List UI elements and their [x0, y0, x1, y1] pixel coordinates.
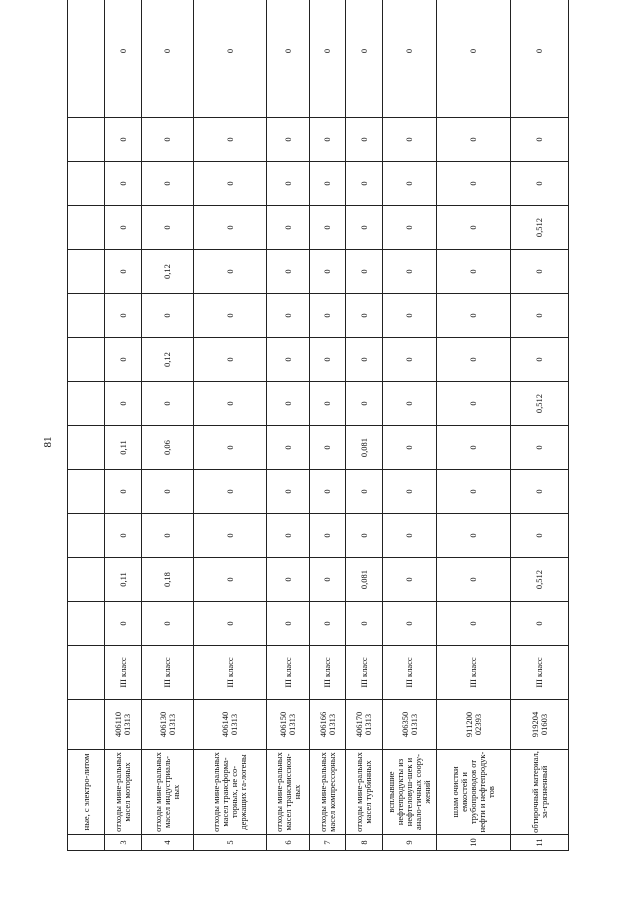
table-cell: 0	[310, 118, 346, 162]
table-cell: 0	[346, 294, 383, 338]
table-cell: 8	[346, 835, 383, 851]
table-cell	[68, 835, 105, 851]
table-cell: 406130 01313	[142, 700, 194, 750]
table-cell: 0,512	[511, 558, 569, 602]
table-cell: 0	[437, 426, 511, 470]
table-cell-name: отходы мине-ральных масел индустриаль-ных	[142, 750, 194, 835]
table-cell: 0	[346, 0, 383, 118]
table-cell: 0	[105, 338, 142, 382]
table-cell: III класс	[142, 646, 194, 700]
table-cell: 0	[437, 470, 511, 514]
table-cell: 0	[383, 558, 437, 602]
table-cell: 0	[267, 206, 310, 250]
table-cell: 0	[267, 250, 310, 294]
table-cell: 0	[383, 470, 437, 514]
table-cell-name: обтирочный материал, за-грязненный	[511, 750, 569, 835]
table-row	[105, 0, 142, 851]
table-cell: 0	[437, 382, 511, 426]
table-cell: 406166 01313	[310, 700, 346, 750]
table-cell: 0	[346, 206, 383, 250]
table-cell: 0	[194, 558, 267, 602]
table-cell: 0	[194, 118, 267, 162]
table-cell: 0	[310, 206, 346, 250]
table-cell: 0	[267, 162, 310, 206]
table-cell: 0	[346, 118, 383, 162]
table-cell: 0	[194, 470, 267, 514]
table-cell: 0	[346, 250, 383, 294]
table-cell: III класс	[194, 646, 267, 700]
table-cell: 0	[310, 294, 346, 338]
table-cell	[68, 206, 105, 250]
table-cell: 0	[142, 470, 194, 514]
table-cell: 3	[105, 835, 142, 851]
table-cell: 0	[511, 426, 569, 470]
table-cell: 0	[383, 338, 437, 382]
table-cell: 0	[511, 118, 569, 162]
table-cell: III класс	[346, 646, 383, 700]
table-cell: 0	[346, 514, 383, 558]
table-cell: 0	[267, 558, 310, 602]
table-cell: 0	[346, 470, 383, 514]
table-cell: 0	[437, 162, 511, 206]
table-cell	[68, 382, 105, 426]
table-cell	[68, 426, 105, 470]
table-cell-name: отходы мине-ральных масел компрессорных	[310, 750, 346, 835]
table-cell: 406350 01313	[383, 700, 437, 750]
table-cell: 0	[267, 118, 310, 162]
table-cell: 0	[267, 338, 310, 382]
table-cell	[68, 558, 105, 602]
table-cell: 10	[437, 835, 511, 851]
table-cell: III класс	[105, 646, 142, 700]
table-cell: 0	[310, 250, 346, 294]
table-cell	[68, 294, 105, 338]
table-cell: 0	[511, 602, 569, 646]
table-cell: 7	[310, 835, 346, 851]
table-cell: 0,081	[346, 426, 383, 470]
table-cell: 0	[310, 558, 346, 602]
table-cell: 0	[511, 338, 569, 382]
table-cell-name: всплывшие нефтепродукты из нефтеловуш-шек и анало-гичных соору-жений	[383, 750, 437, 835]
page-number: 81	[42, 436, 54, 448]
table-cell: 0	[437, 0, 511, 118]
table-cell: 406170 01313	[346, 700, 383, 750]
table-row	[194, 0, 267, 851]
table-row	[437, 0, 511, 851]
table-row	[310, 0, 346, 851]
table-cell: III класс	[511, 646, 569, 700]
table-cell: 406150 01313	[267, 700, 310, 750]
table-cell	[68, 602, 105, 646]
table-cell: 0	[437, 338, 511, 382]
table-cell: 0	[105, 206, 142, 250]
table-cell	[68, 700, 105, 750]
table-cell: 9	[383, 835, 437, 851]
table-cell: 0	[511, 294, 569, 338]
table-row	[511, 0, 569, 851]
table-cell: 0	[194, 514, 267, 558]
table-cell: 0	[310, 382, 346, 426]
table-cell: 6	[267, 835, 310, 851]
table-cell	[68, 646, 105, 700]
rotated-table-wrapper	[67, 29, 568, 851]
table-cell: 4	[142, 835, 194, 851]
table-cell: 0,512	[511, 206, 569, 250]
table-cell: 0	[105, 0, 142, 118]
table-cell: 0	[346, 162, 383, 206]
table-cell: 0	[194, 602, 267, 646]
table-cell	[68, 0, 105, 118]
table-cell: 0	[437, 514, 511, 558]
table-cell: 0	[105, 602, 142, 646]
table-cell: 0,512	[511, 382, 569, 426]
table-cell: 0	[383, 382, 437, 426]
table-row	[267, 0, 310, 851]
table-cell: 0,11	[105, 558, 142, 602]
table-cell: 0	[105, 382, 142, 426]
table-cell: 0	[105, 118, 142, 162]
table-cell	[68, 250, 105, 294]
table-cell: 0	[310, 426, 346, 470]
table-cell: 0	[105, 162, 142, 206]
table-cell: 0	[142, 294, 194, 338]
table-cell: 0	[194, 162, 267, 206]
table-cell: 0	[310, 602, 346, 646]
table-cell: 0	[346, 338, 383, 382]
table-cell: 0	[383, 162, 437, 206]
table-cell: 0	[194, 382, 267, 426]
table-row	[383, 0, 437, 851]
table-cell	[68, 470, 105, 514]
table-cell: 0	[267, 514, 310, 558]
table-cell: 0	[383, 514, 437, 558]
table-cell: 0	[142, 206, 194, 250]
table-cell	[68, 118, 105, 162]
table-cell	[68, 514, 105, 558]
table-cell: 0	[267, 470, 310, 514]
table-cell: 0	[310, 338, 346, 382]
table-cell-name: отходы мине-ральных масел турбинных	[346, 750, 383, 835]
table-cell: 0	[142, 0, 194, 118]
table-cell: 0	[194, 338, 267, 382]
table-cell	[68, 162, 105, 206]
table-cell	[68, 338, 105, 382]
table-cell: 0,081	[346, 558, 383, 602]
table-cell: 0	[437, 558, 511, 602]
table-cell: 0,12	[142, 338, 194, 382]
table-cell: 911200 02393	[437, 700, 511, 750]
table-cell-name: отходы мине-ральных масел трансформа-торных, не со-держащих га-логены	[194, 750, 267, 835]
table-cell: 0	[105, 294, 142, 338]
table-cell: 0	[194, 0, 267, 118]
table-cell: 5	[194, 835, 267, 851]
table-cell: 0	[437, 602, 511, 646]
table-cell: 0	[105, 514, 142, 558]
table-cell: 0	[194, 426, 267, 470]
table-cell: 0	[383, 118, 437, 162]
table-cell: 0	[383, 294, 437, 338]
table-cell: 0	[194, 206, 267, 250]
table-cell: 0	[194, 294, 267, 338]
table-cell: 0,18	[142, 558, 194, 602]
table-cell: 0,12	[142, 250, 194, 294]
table-cell: III класс	[267, 646, 310, 700]
table-cell: 0	[511, 0, 569, 118]
table-cell: 0	[511, 470, 569, 514]
table-cell-name: шлам очистки емкостей и трубопроводов от нефти и нефтепродук-тов	[437, 750, 511, 835]
table-cell: 0	[267, 426, 310, 470]
table-row	[142, 0, 194, 851]
table-cell: 0	[310, 162, 346, 206]
table-cell: 0	[437, 206, 511, 250]
table-cell: 0	[105, 250, 142, 294]
table-cell: 0	[267, 0, 310, 118]
waste-table	[67, 0, 569, 851]
table-cell: 0	[142, 162, 194, 206]
table-cell-name: отходы мине-ральных масел трансмиссион-ных	[267, 750, 310, 835]
table-cell: 0	[383, 426, 437, 470]
table-cell-name: отходы мине-ральных масел моторных	[105, 750, 142, 835]
table-cell: 0	[346, 382, 383, 426]
table-cell: 0	[267, 294, 310, 338]
table-cell: 0,06	[142, 426, 194, 470]
table-cell: III класс	[383, 646, 437, 700]
table-cell: 406110 01313	[105, 700, 142, 750]
table-header-row	[68, 0, 105, 851]
table-cell: 0	[437, 294, 511, 338]
table-cell: 0	[105, 470, 142, 514]
table-cell: 0	[383, 250, 437, 294]
table-cell-name: ные, с электро-литом	[68, 750, 105, 835]
table-cell: 406140 01313	[194, 700, 267, 750]
table-cell: 11	[511, 835, 569, 851]
table-cell: 0	[310, 0, 346, 118]
table-cell: 0	[310, 514, 346, 558]
table-cell: 0	[346, 602, 383, 646]
table-cell: 0	[383, 602, 437, 646]
table-cell: 0	[383, 206, 437, 250]
table-cell: 0	[142, 602, 194, 646]
table-cell: 0,11	[105, 426, 142, 470]
table-cell: 0	[142, 118, 194, 162]
table-cell: 0	[142, 382, 194, 426]
table-cell: 0	[310, 470, 346, 514]
table-cell: 0	[511, 162, 569, 206]
table-cell: 0	[194, 250, 267, 294]
table-cell: 919204 01603	[511, 700, 569, 750]
table-cell: 0	[437, 250, 511, 294]
table-cell: 0	[437, 118, 511, 162]
table-cell: 0	[511, 514, 569, 558]
table-cell: 0	[511, 250, 569, 294]
table-cell: III класс	[310, 646, 346, 700]
table-cell: 0	[267, 602, 310, 646]
table-row	[346, 0, 383, 851]
table-cell: 0	[142, 514, 194, 558]
table-cell: III класс	[437, 646, 511, 700]
table-cell: 0	[383, 0, 437, 118]
table-cell: 0	[267, 382, 310, 426]
